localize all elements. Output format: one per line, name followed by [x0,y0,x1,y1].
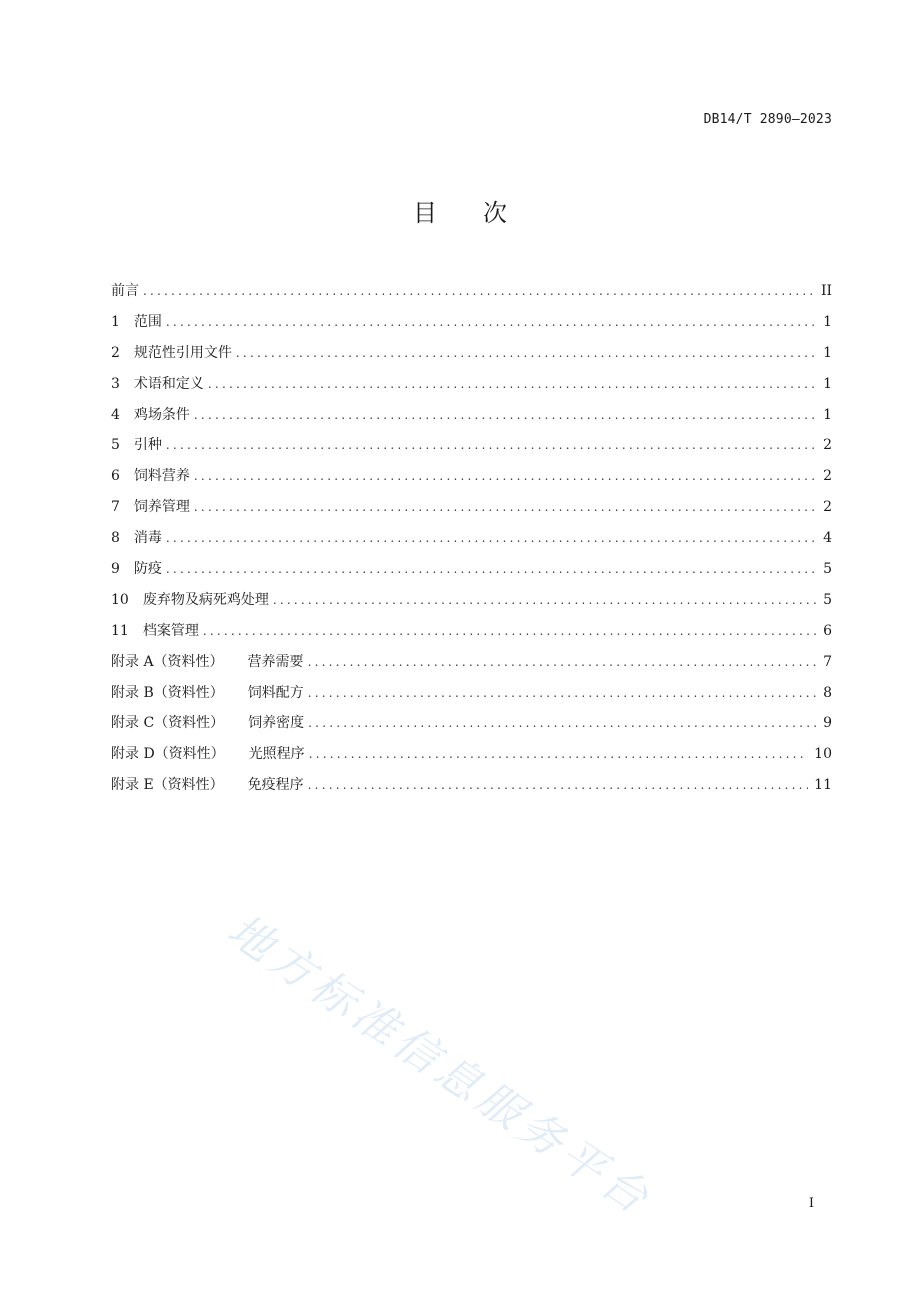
toc-entry-number: 10 [111,591,129,608]
toc-entry-label: 废弃物及病死鸡处理 [142,591,269,608]
toc-entry-label: 营养需要 [247,653,304,670]
dot-leader [308,651,818,673]
toc-entry-5[interactable] [111,434,832,465]
toc-entry-number: 9 [111,561,120,578]
toc-entry-label: 防疫 [133,561,162,578]
dot-leader [309,743,808,765]
toc-entry-number: 1 [111,313,120,330]
title-char-left: 目 [413,199,437,227]
toc-entry-1[interactable] [111,311,832,342]
toc-entry-appendix-a[interactable] [111,651,832,682]
dot-leader [208,373,817,395]
toc-entry-preface[interactable] [111,280,832,311]
dot-leader [194,465,817,487]
toc-entry-label: 规范性引用文件 [133,344,232,361]
toc-entry-number: 8 [111,530,120,547]
toc-entry-6[interactable] [111,465,832,496]
page-title [0,193,920,228]
toc-entry-label: 免疫程序 [247,777,304,794]
toc-entry-label: 消毒 [133,530,162,547]
toc-entry-label: 饲料配方 [247,684,304,701]
toc-entry-number: 6 [111,468,120,485]
toc-entry-page: 9 [823,715,832,732]
dot-leader [166,558,817,580]
toc-entry-page: 10 [814,746,832,763]
dot-leader [194,404,817,426]
dot-leader [166,311,817,333]
toc-entry-page: II [820,283,832,299]
toc-entry-appendix-b[interactable] [111,682,832,713]
toc-appendix-label: 附录 C（资料性） [111,715,225,732]
toc-entry-8[interactable] [111,527,832,558]
dot-leader [308,712,817,734]
toc-entry-page: 8 [823,684,832,701]
dot-leader [166,434,817,456]
dot-leader [203,620,817,642]
toc-appendix-label: 附录 B（资料性） [111,684,224,701]
toc-appendix-label: 附录 E（资料性） [111,777,224,794]
dot-leader [166,527,817,549]
toc-entry-11[interactable] [111,620,832,651]
toc-entry-label: 术语和定义 [133,375,204,392]
toc-entry-label: 范围 [133,313,162,330]
page-number: I [808,1196,814,1211]
toc-entry-page: 5 [823,591,832,608]
toc-entry-page: 2 [823,468,832,485]
toc-entry-2[interactable] [111,342,832,373]
toc-entry-number: 7 [111,499,120,516]
toc-entry-page: 6 [823,622,832,639]
dot-leader [143,280,815,302]
toc-entry-9[interactable] [111,558,832,589]
document-code: DB14/T 2890—2023 [703,112,832,127]
dot-leader [308,774,809,796]
toc-entry-page: 2 [823,499,832,516]
toc-entry-page: 4 [823,530,832,547]
dot-leader [308,682,817,704]
toc-entry-appendix-e[interactable] [111,774,832,805]
toc-entry-label: 前言 [111,283,139,299]
toc-appendix-label: 附录 D（资料性） [111,746,225,763]
toc-entry-number: 11 [111,622,129,639]
dot-leader [194,496,817,518]
toc-entry-3[interactable] [111,373,832,404]
toc-entry-page: 1 [823,313,832,330]
dot-leader [236,342,817,364]
toc-entry-label: 光照程序 [248,746,305,763]
toc-entry-page: 1 [823,406,832,423]
toc-entry-10[interactable] [111,589,832,620]
toc-appendix-label: 附录 A（资料性） [111,653,224,670]
table-of-contents [111,280,832,805]
toc-entry-appendix-c[interactable] [111,712,832,743]
dot-leader [273,589,817,611]
toc-entry-label: 饲养管理 [133,499,190,516]
toc-entry-page: 11 [814,777,832,794]
toc-entry-label: 饲养密度 [248,715,305,732]
toc-entry-4[interactable] [111,404,832,435]
toc-entry-label: 引种 [133,437,162,454]
toc-entry-label: 档案管理 [142,622,199,639]
toc-entry-7[interactable] [111,496,832,527]
title-char-right: 次 [483,199,507,227]
watermark: 地方标准信息服务平台 [218,904,662,1227]
toc-entry-number: 4 [111,406,120,423]
toc-entry-page: 1 [823,344,832,361]
toc-entry-label: 饲料营养 [133,468,190,485]
toc-entry-page: 1 [823,375,832,392]
toc-entry-number: 5 [111,437,120,454]
toc-entry-page: 5 [823,561,832,578]
toc-entry-number: 3 [111,375,120,392]
toc-entry-page: 2 [823,437,832,454]
toc-entry-appendix-d[interactable] [111,743,832,774]
toc-entry-label: 鸡场条件 [133,406,190,423]
toc-entry-page: 7 [823,653,832,670]
toc-entry-number: 2 [111,344,120,361]
